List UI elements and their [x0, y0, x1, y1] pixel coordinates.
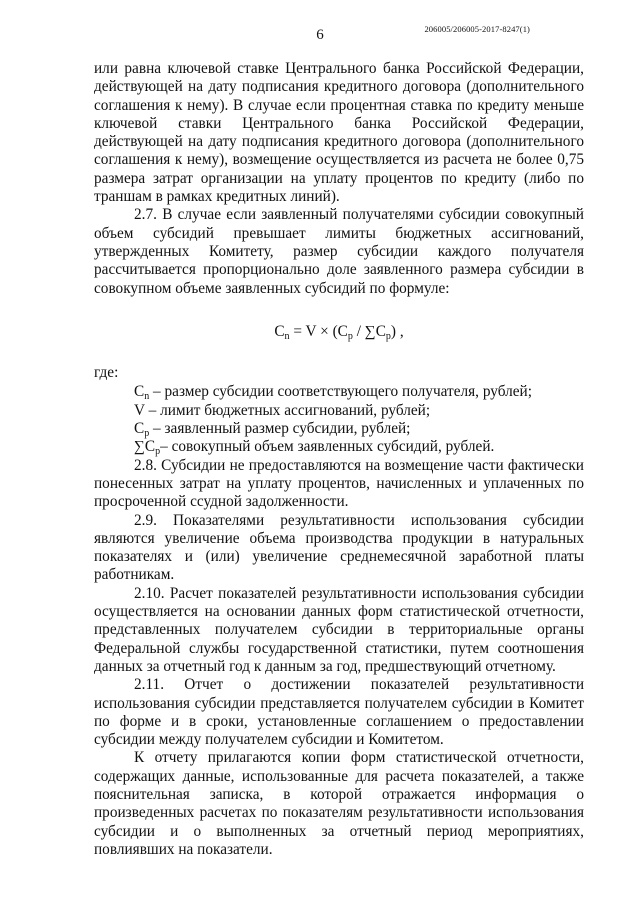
- formula-lhs: C: [274, 322, 285, 340]
- definition-symbol-sub: p: [155, 446, 161, 458]
- document-code: 206005/206005-2017-8247(1): [424, 24, 530, 34]
- definition-text: – заявленный размер субсидии, рублей;: [149, 420, 411, 438]
- paragraph-2-10: 2.10. Расчет показателей результативности использования субсидии осуществляется на основании данных форм статистической отчетности, представленных получателем субсидии в территориальные органы Федеральной службы государственной статистики, путем соотношения данных за отчетный год к данным за год, предшествующий отчетному.: [94, 584, 584, 675]
- where-label: где:: [94, 364, 119, 382]
- definition-symbol: C: [134, 420, 145, 438]
- paragraph-2-7: 2.7. В случае если заявленный получателями субсидии совокупный объем субсидий превышает лимиты бюджетных ассигнований, утвержденных Комитету, размер субсидии каждого получателя рассчитывается пропорционально доле заявленного размера субсидии в совокупном объеме заявленных субсидий по формуле:: [94, 206, 584, 297]
- formula-end: ) ,: [390, 322, 404, 340]
- definition-cn: [94, 383, 584, 401]
- paragraph-2-11: 2.11. Отчет о достижении показателей результативности использования субсидии представляется получателем субсидии в Комитет по форме и в сроки, установленные соглашением о предоставлении субсидии между получателем субсидии и Комитетом.: [94, 676, 584, 749]
- definition-v: [94, 402, 584, 420]
- definition-symbol-sub: n: [144, 391, 150, 403]
- paragraph-2-8: 2.8. Субсидии не предоставляются на возмещение части фактически понесенных затрат на уплату процентов, начисленных и уплаченных по просроченной ссудной задолженности.: [94, 456, 584, 511]
- definition-symbol: ∑C: [134, 438, 156, 456]
- definition-cp: [94, 420, 584, 438]
- definition-text: – лимит бюджетных ассигнований, рублей;: [144, 401, 431, 419]
- subsidy-formula: [94, 323, 584, 341]
- paragraph-report-attachments: К отчету прилагаются копии форм статистической отчетности, содержащих данные, использованные для расчета показателей, а также пояснительная записка, в которой отражается информация о произведенных расчетах по показателям результативности использования субсидии и о выполненных за отчетный период мероприятиях, повлиявших на показатели.: [94, 749, 584, 858]
- definition-symbol: C: [134, 383, 145, 401]
- formula-p-sub: p: [347, 330, 353, 342]
- definition-text: – совокупный объем заявленных субсидий, рублей.: [160, 438, 495, 456]
- formula-lhs-sub: n: [284, 330, 290, 342]
- paragraph-continuation: или равна ключевой ставке Центрального банка Российской Федерации, действующей на дату подписания кредитного договора (дополнительного соглашения к нему). В случае если процентная ставка по кредиту меньше ключевой ставки Центрального банка Российской Федерации, действующей на дату подписания кредитного договора (дополнительного соглашения к нему), возмещение осуществляется из расчета не более 0,75 размера затрат организации на уплату процентов по кредиту (либо по траншам в рамках кредитных линий).: [94, 60, 584, 206]
- page-number: 6: [316, 27, 324, 43]
- paragraph-2-9: 2.9. Показателями результативности использования субсидии являются увеличение объема производства продукции в натуральных показателях и (или) увеличение среднемесячной заработной платы работникам.: [94, 511, 584, 584]
- formula-middle: = V × (C: [289, 322, 348, 340]
- definition-sum-cp: [94, 438, 584, 456]
- formula-p-sub-2: p: [385, 330, 391, 342]
- document-body: [94, 60, 584, 859]
- definition-symbol: V: [134, 401, 145, 419]
- definition-symbol-sub: p: [144, 428, 150, 440]
- definition-text: – размер субсидии соответствующего получателя, рублей;: [149, 383, 532, 401]
- formula-div: / ∑C: [352, 322, 386, 340]
